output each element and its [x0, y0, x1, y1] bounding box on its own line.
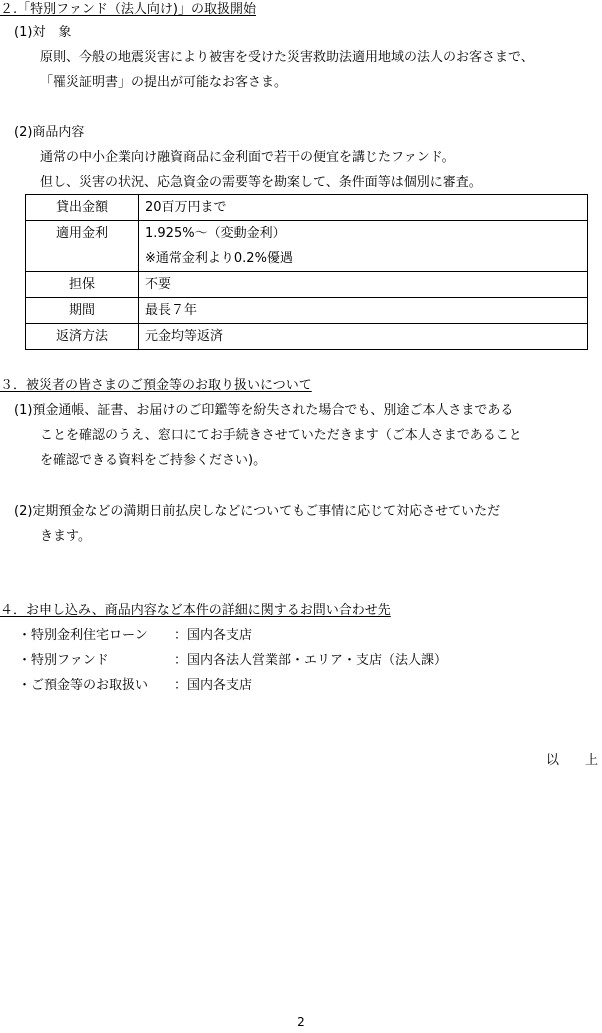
item2-line2: きます。	[40, 529, 91, 544]
table-row	[26, 221, 588, 272]
table-row	[26, 298, 588, 324]
target-text-line2: 「罹災証明書」の提出が可能なお客さま。	[40, 75, 288, 90]
rate-value: 1.925%～（変動金利）	[145, 226, 286, 241]
section4-heading: ４．お申し込み、商品内容など本件の詳細に関するお問い合わせ先	[0, 603, 391, 618]
product-text-line2: 但し、災害の状況、応急資金の需要等を勘案して、条件面等は個別に審査。	[40, 175, 482, 190]
table-label-collateral: 担保	[26, 272, 139, 298]
contact-label: ・特別金利住宅ローン	[18, 628, 148, 643]
rate-note: ※通常金利より0.2%優遇	[145, 251, 293, 266]
table-label-amount: 貸出金額	[26, 195, 139, 221]
section2-heading: ２.「特別ファンド（法人向け)」の取扱開始	[0, 2, 256, 17]
target-text-line1: 原則、今般の地震災害により被害を受けた災害救助法適用地域の法人のお客さまで、	[40, 50, 534, 65]
product-label: (2)商品内容	[14, 125, 85, 140]
contact-value: ：国内各支店	[174, 628, 253, 643]
table-value-repayment: 元金均等返済	[139, 324, 588, 350]
loan-terms-table	[25, 194, 588, 350]
contact-label: ・特別ファンド	[18, 653, 109, 668]
table-value-collateral: 不要	[139, 272, 588, 298]
product-text-line1: 通常の中小企業向け融資商品に金利面で若干の便宜を講じたファンド。	[40, 150, 455, 165]
table-value-term: 最長７年	[139, 298, 588, 324]
section3-heading: ３．被災者の皆さまのご預金等のお取り扱いについて	[0, 378, 312, 393]
contact-label: ・ご預金等のお取扱い	[18, 678, 149, 693]
contact-row-deposits	[18, 673, 252, 698]
table-label-rate: 適用金利	[26, 221, 139, 272]
contact-value: ：国内各法人営業部・エリア・支店（法人課）	[174, 653, 448, 668]
item1-line2: ことを確認のうえ、窓口にてお手続きさせていただきます（ご本人さまであること	[40, 428, 522, 443]
table-row	[26, 324, 588, 350]
table-value-rate	[139, 221, 588, 272]
page-number: 2	[297, 1015, 305, 1029]
target-label: (1)対 象	[14, 25, 72, 40]
item1-line1: (1)預金通帳、証書、お届けのご印鑑等を紛失された場合でも、別途ご本人さまである	[14, 403, 514, 418]
table-value-amount: 20百万円まで	[139, 195, 588, 221]
contact-value: ：国内各支店	[174, 678, 253, 693]
table-row	[26, 272, 588, 298]
item2-line1: (2)定期預金などの満期日前払戻しなどについてもご事情に応じて対応させていただ	[14, 504, 501, 519]
table-row	[26, 195, 588, 221]
closing-mark: 以 上	[545, 753, 598, 768]
contact-row-housing-loan	[18, 623, 252, 648]
table-label-term: 期間	[26, 298, 139, 324]
table-label-repayment: 返済方法	[26, 324, 139, 350]
contact-row-special-fund	[18, 648, 447, 673]
item1-line3: を確認できる資料をご持参ください)。	[40, 453, 267, 468]
